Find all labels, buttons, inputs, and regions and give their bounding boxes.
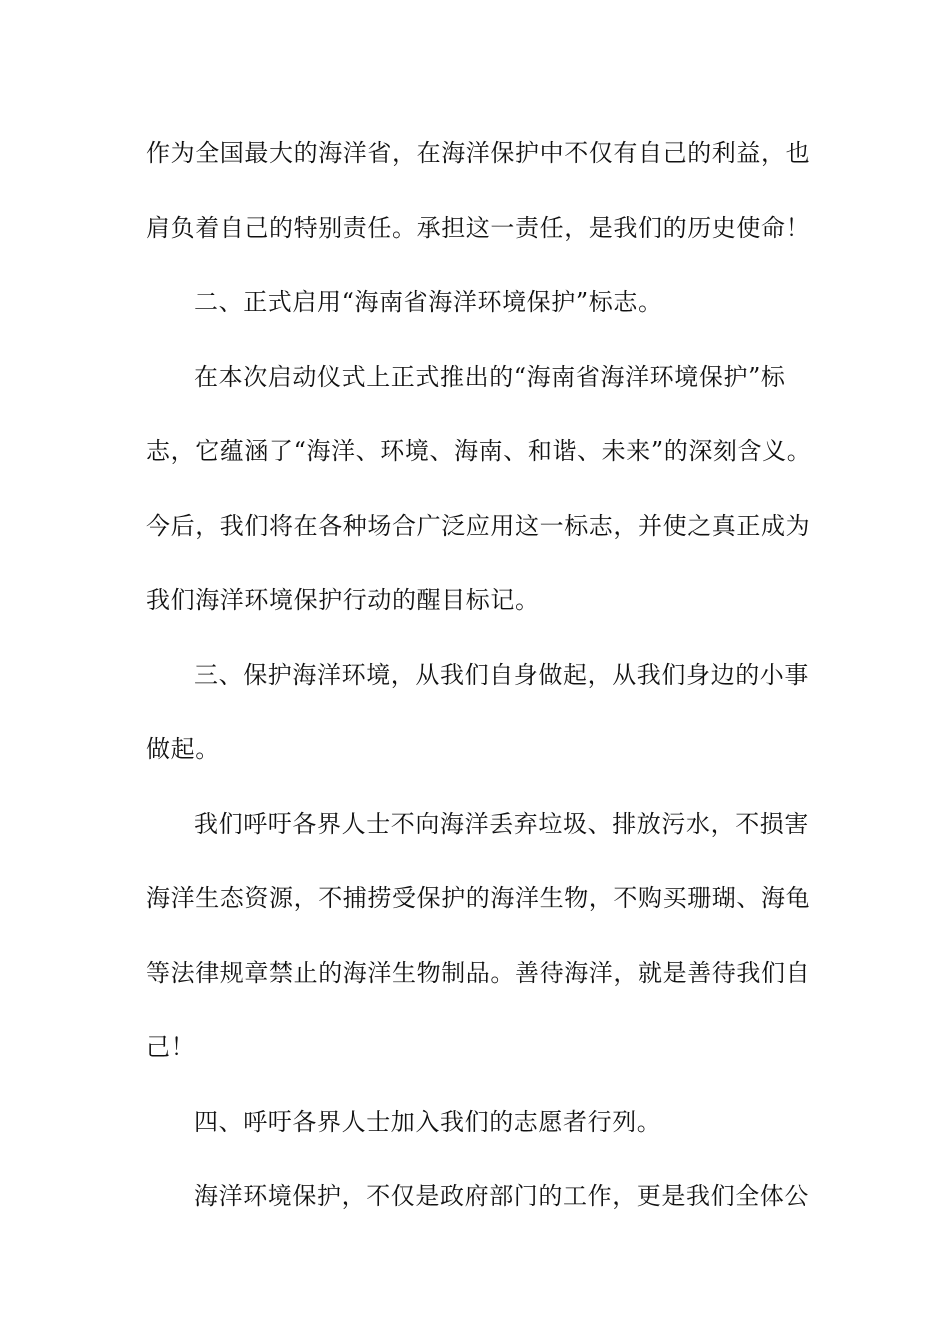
paragraph-line: 我们呼吁各界人士不向海洋丢弃垃圾、排放污水，不损害 (194, 810, 809, 838)
paragraph-line: 我们海洋环境保护行动的醒目标记。 (146, 586, 540, 614)
paragraph-line: 在本次启动仪式上正式推出的“海南省海洋环境保护”标 (194, 363, 786, 391)
paragraph-line: 肩负着自己的特别责任。承担这一责任，是我们的历史使命！ (146, 214, 811, 242)
paragraph-line: 海洋环境保护，不仅是政府部门的工作，更是我们全体公 (194, 1182, 809, 1210)
paragraph-line: 今后，我们将在各种场合广泛应用这一标志，并使之真正成为 (146, 512, 811, 540)
section-heading: 二、正式启用“海南省海洋环境保护”标志。 (194, 288, 663, 316)
paragraph-line: 等法律规章禁止的海洋生物制品。善待海洋，就是善待我们自 (146, 959, 811, 987)
section-heading: 三、保护海洋环境，从我们自身做起，从我们身边的小事 (194, 661, 809, 689)
section-heading-continuation: 做起。 (146, 735, 220, 763)
paragraph-line: 志，它蕴涵了“海洋、环境、海南、和谐、未来”的深刻含义。 (146, 437, 812, 465)
paragraph-line: 己！ (146, 1033, 196, 1061)
section-heading: 四、呼吁各界人士加入我们的志愿者行列。 (194, 1108, 662, 1136)
paragraph-line: 作为全国最大的海洋省，在海洋保护中不仅有自己的利益，也 (146, 139, 811, 167)
paragraph-line: 海洋生态资源，不捕捞受保护的海洋生物，不购买珊瑚、海龟 (146, 884, 811, 912)
